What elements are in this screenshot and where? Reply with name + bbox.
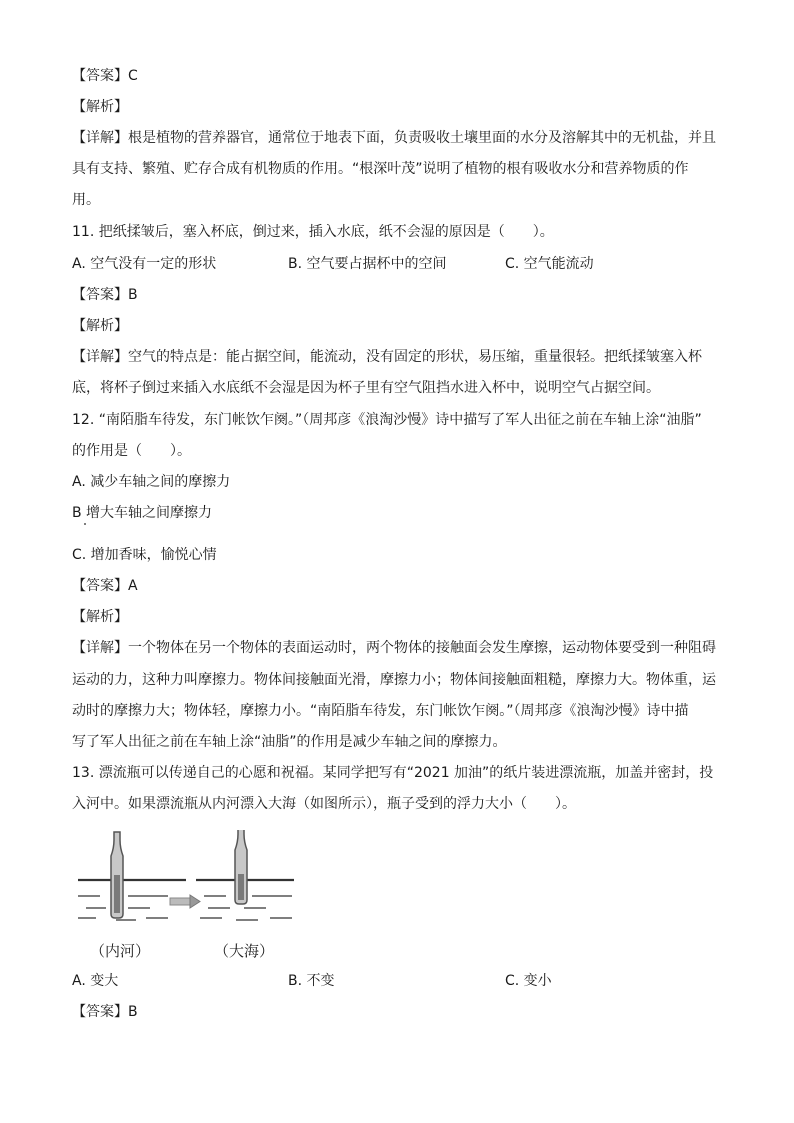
detail-paragraph: 【详解】根是植物的营养器官，通常位于地表下面，负责吸收土壤里面的水分及溶解其中的无机盐，并且 (72, 130, 716, 146)
detail-paragraph: 运动的力，这种力叫摩擦力。物体间接触面光滑，摩擦力小；物体间接触面粗糙，摩擦力大。物体重，运 (72, 672, 716, 688)
answer-label: 【答案】B (72, 287, 138, 303)
question-13: 入河中。如果漂流瓶从内河漂入大海（如图所示），瓶子受到的浮力大小（ ）。 (72, 796, 576, 812)
detail-paragraph: 【详解】一个物体在另一个物体的表面运动时，两个物体的接触面会发生摩擦，运动物体要受到一种阻碍 (72, 640, 716, 656)
question-11: 11. 把纸揉皱后，塞入杯底，倒过来，插入水底，纸不会湿的原因是（ ）。 (72, 224, 554, 240)
question-12: 12. “南陌脂车待发，东门帐饮乍阕。”（周邦彦《浪淘沙慢》诗中描写了军人出征之前在车轴上涂“油脂” (72, 412, 702, 428)
detail-paragraph: 具有支持、繁殖、贮存合成有机物质的作用。“根深叶茂”说明了植物的根有吸收水分和营养物质的作 (72, 161, 689, 177)
answer-label: 【答案】A (72, 578, 138, 594)
question-12: 的作用是（ ）。 (72, 443, 191, 459)
q11-option-b: B. 空气要占据杯中的空间 (288, 256, 447, 272)
q12-option-b: B 增大车轴之间摩擦力 (72, 505, 213, 521)
sea-caption: （大海） (214, 942, 275, 960)
detail-paragraph: 写了军人出征之前在车轴上涂“油脂”的作用是减少车轴之间的摩擦力。 (72, 734, 507, 750)
arrow-icon (170, 895, 200, 908)
detail-paragraph: 底，将杯子倒过来插入水底纸不会湿是因为杯子里有空气阻挡水进入杯中，说明空气占据空间。 (72, 380, 660, 396)
river-bottle-illustration (78, 832, 186, 960)
detail-paragraph: 动时的摩擦力大；物体轻，摩擦力小。“南陌脂车待发，东门帐饮乍阕。”（周邦彦《浪淘沙慢》诗中描 (72, 703, 689, 719)
speck (84, 523, 86, 525)
detail-paragraph: 用。 (72, 192, 100, 208)
q13-option-b: B. 不变 (288, 973, 335, 989)
floating-bottle-figure (76, 830, 298, 962)
q12-option-a: A. 减少车轴之间的摩擦力 (72, 474, 231, 490)
analysis-label: 【解析】 (72, 318, 128, 334)
sea-bottle-illustration (196, 830, 294, 960)
answer-label: 【答案】C (72, 68, 138, 84)
q12-option-c: C. 增加香味，愉悦心情 (72, 547, 217, 563)
q13-option-c: C. 变小 (505, 973, 552, 989)
question-13: 13. 漂流瓶可以传递自己的心愿和祝福。某同学把写有“2021 加油”的纸片装进漂流瓶，加盖并密封，投 (72, 765, 714, 781)
q11-option-a: A. 空气没有一定的形状 (72, 256, 217, 272)
q11-option-c: C. 空气能流动 (505, 256, 594, 272)
answer-label: 【答案】B (72, 1004, 138, 1020)
river-caption: （内河） (90, 942, 151, 960)
analysis-label: 【解析】 (72, 609, 128, 625)
q13-option-a: A. 变大 (72, 973, 119, 989)
detail-paragraph: 【详解】空气的特点是：能占据空间，能流动，没有固定的形状，易压缩，重量很轻。把纸揉皱塞入杯 (72, 349, 702, 365)
analysis-label: 【解析】 (72, 99, 128, 115)
